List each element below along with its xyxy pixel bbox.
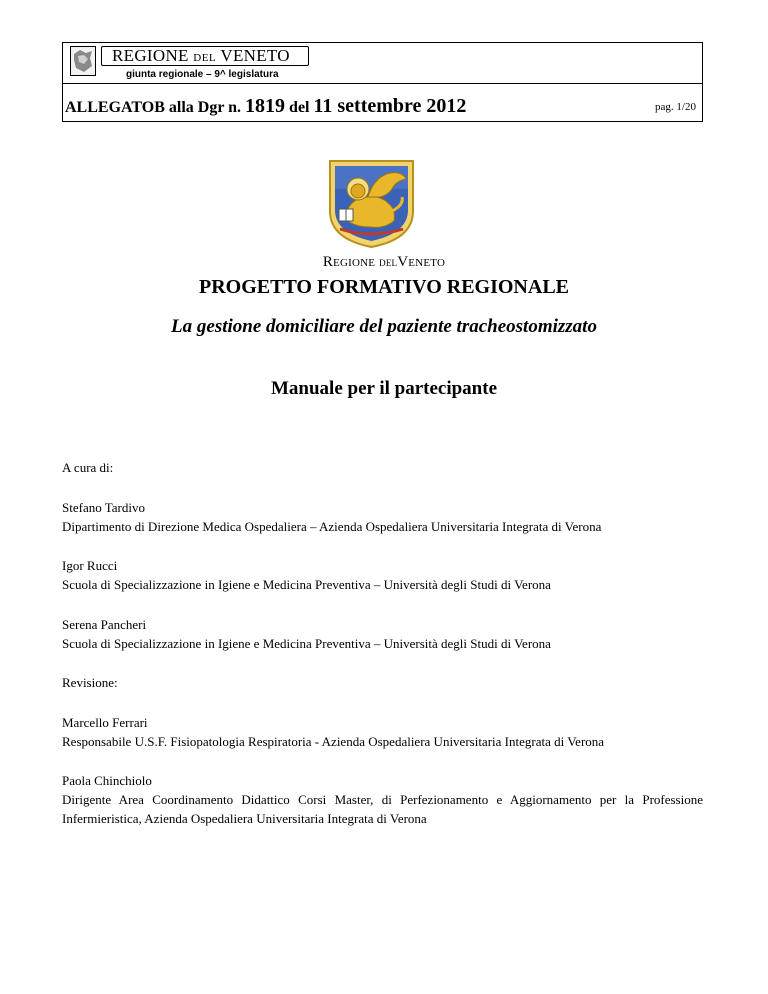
- curated-by-label: A cura di:: [62, 460, 114, 475]
- dgr-number: 1819: [245, 95, 286, 117]
- course-subtitle: La gestione domiciliare del paziente tracheostomizzato: [171, 316, 597, 337]
- brand-del: DEL: [193, 52, 217, 64]
- header-divider: [63, 83, 702, 84]
- del-word: del: [289, 99, 310, 116]
- author-name: Serena Pancheri: [62, 617, 147, 632]
- reviewer-affiliation: Responsabile U.S.F. Fisiopatologia Respiratoria - Azienda Ospedaliera Universitaria Integrata di Verona: [62, 734, 605, 749]
- author-name: Igor Rucci: [62, 558, 118, 573]
- page-number: pag. 1/20: [655, 101, 696, 113]
- author-name: Stefano Tardivo: [62, 500, 145, 515]
- region-v: V: [397, 254, 409, 270]
- allegato-line: [65, 95, 466, 118]
- main-title: PROGETTO FORMATIVO REGIONALE: [198, 276, 569, 298]
- document-header: [62, 42, 703, 122]
- dgr-date: 11 settembre 2012: [313, 95, 467, 117]
- header-brand: [101, 46, 309, 66]
- revision-label: Revisione:: [62, 675, 118, 690]
- author-affiliation: Dipartimento di Direzione Medica Ospedaliera – Azienda Ospedaliera Universitaria Integrata di Verona: [62, 519, 602, 534]
- header-subtitle: giunta regionale – 9^ legislatura: [126, 69, 279, 80]
- reviewer-name: Paola Chinchiolo: [62, 773, 152, 788]
- region-logo-icon: [70, 46, 96, 76]
- veneto-crest-icon: [328, 159, 415, 249]
- region-del: DEL: [379, 258, 398, 268]
- reviewer-name: Marcello Ferrari: [62, 715, 148, 730]
- allegato-prefix: ALLEGATOB alla Dgr n.: [65, 99, 242, 116]
- author-affiliation: Scuola di Specializzazione in Igiene e Medicina Preventiva – Università degli Studi di Verona: [62, 636, 551, 651]
- region-name: [0, 254, 768, 271]
- brand-veneto: VENETO: [220, 46, 290, 65]
- region-r: R: [322, 254, 334, 270]
- brand-regione: REGIONE: [112, 46, 189, 65]
- region-rest: EGIONE: [333, 257, 376, 269]
- reviewer-affiliation: Dirigente Area Coordinamento Didattico Corsi Master, di Perfezionamento e Aggiornamento per la Professione Infermieristica, Azienda Ospedaliera Universitaria Integrata di Verona: [62, 792, 703, 826]
- manual-title: Manuale per il partecipante: [270, 378, 498, 399]
- author-affiliation: Scuola di Specializzazione in Igiene e Medicina Preventiva – Università degli Studi di Verona: [62, 577, 551, 592]
- region-veneto-rest: ENETO: [408, 257, 446, 269]
